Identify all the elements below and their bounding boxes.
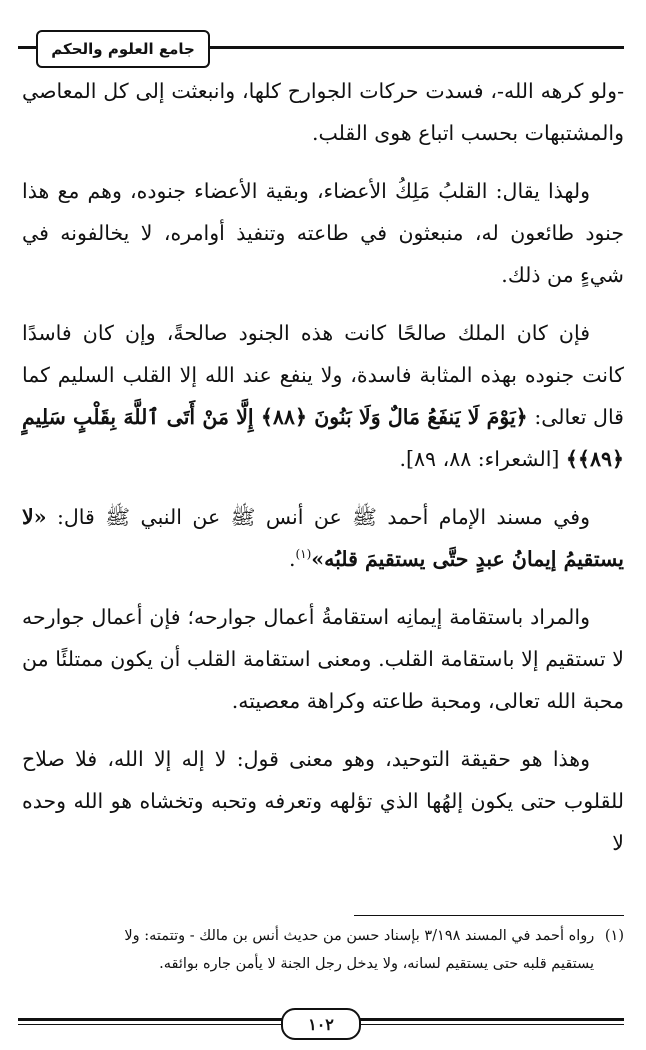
footnote-number: (١) xyxy=(604,928,624,944)
page-header xyxy=(18,28,624,68)
page-footer xyxy=(18,1008,624,1040)
paragraph-3-text: فإن كان الملك صالحًا كانت هذه الجنود صالحةً، وإن كان فاسدًا كانت جنوده بهذه المثابة فاسدة، ولا ينفع عند الله إلا القلب السليم كما قال تعالى: xyxy=(22,321,624,429)
footnote-line-2: يستقيم قلبه حتى يستقيم لسانه، ولا يدخل رجل الجنة لا يأمن جاره بوائقه. xyxy=(159,956,594,972)
page-number: ١٠٢ xyxy=(281,1008,361,1040)
hadith-text: «لا يستقيمُ إيمانُ عبدٍ حتَّى يستقيمَ قلبُه» xyxy=(22,505,624,571)
paragraph-2: ولهذا يقال: القلبُ مَلِكُ الأعضاء، وبقية الأعضاء جنوده، وهم مع هذا جنود طائعون له، منبعثون في طاعته وتنفيذ أوامره، لا يخالفونه في شيءٍ من ذلك. xyxy=(22,179,624,287)
paragraph-3 xyxy=(22,312,624,480)
paragraph-1: -ولو كرهه الله-، فسدت حركات الجوارح كلها، وانبعثت إلى كل المعاصي والمشتبهات بحسب اتباع هوى القلب. xyxy=(22,79,624,145)
main-text xyxy=(22,70,624,880)
quran-verse: ﴿يَوْمَ لَا يَنفَعُ مَالٌ وَلَا بَنُونَ ﴿٨٨﴾ إِلَّا مَنْ أَتَى ٱللَّهَ بِقَلْبٍ سَلِيمٍ ﴿٨٩﴾﴾ xyxy=(22,405,624,471)
paragraph-4 xyxy=(22,496,624,580)
paragraph-4-text: وفي مسند الإمام أحمد ﷺ عن أنس ﷺ عن النبي ﷺ قال: xyxy=(46,505,590,529)
footnote-separator xyxy=(354,915,624,916)
footnote-line-1: رواه أحمد في المسند ٣/١٩٨ بإسناد حسن من حديث أنس بن مالك - وتتمته: ولا xyxy=(124,928,595,944)
paragraph-4-end: . xyxy=(288,547,296,571)
footnote xyxy=(24,922,624,978)
running-title: جامع العلوم والحكم xyxy=(36,30,210,68)
footnote-reference[interactable]: (١) xyxy=(295,547,312,562)
paragraph-6: وهذا هو حقيقة التوحيد، وهو معنى قول: لا إله إلا الله، فلا صلاح للقلوب حتى يكون إلهُها الذي تؤلهه وتعرفه وتحبه وتخشاه هو الله وحده لا xyxy=(22,747,624,855)
quran-reference: [الشعراء: ٨٨، ٨٩]. xyxy=(399,447,566,471)
paragraph-5: والمراد باستقامة إيمانِه استقامةُ أعمال جوارحه؛ فإن أعمال جوارحه لا تستقيم إلا باستقامة القلب. ومعنى استقامة القلب أن يكون ممتلئًا من محبة الله تعالى، ومحبة طاعته وكراهة معصيته. xyxy=(22,605,624,713)
